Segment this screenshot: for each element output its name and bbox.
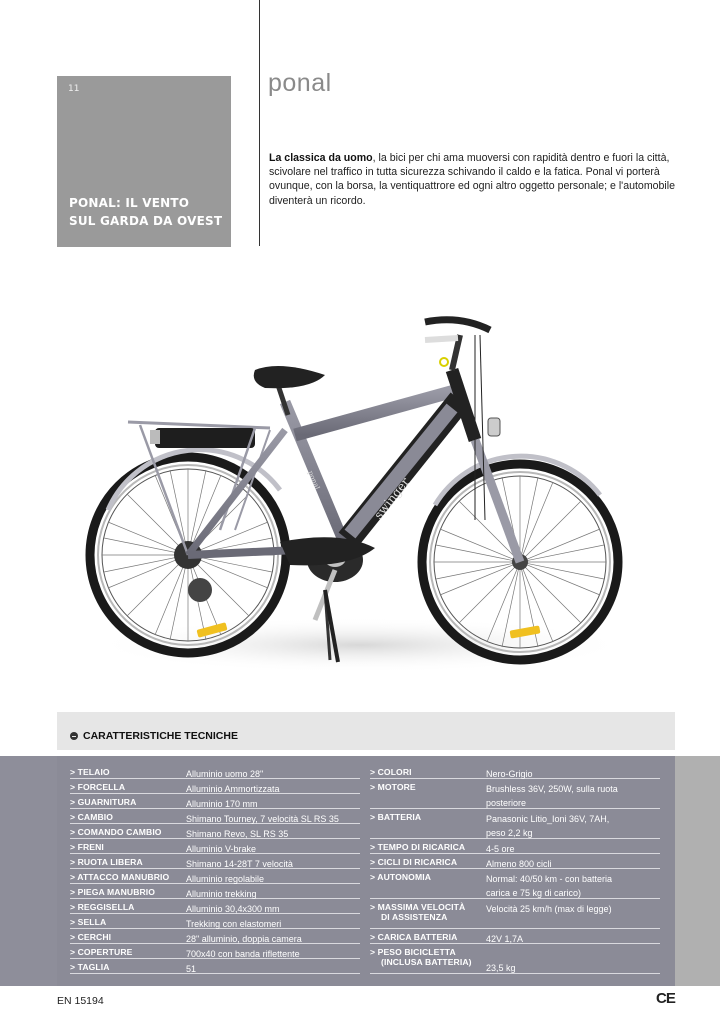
specs-header <box>70 730 238 742</box>
spec-key: > TAGLIA <box>70 962 110 972</box>
spec-key: > SELLA <box>70 917 107 927</box>
norm-label: EN 15194 <box>57 995 104 1007</box>
spec-key: > TEMPO DI RICARICA <box>370 842 466 852</box>
spec-row <box>70 809 360 824</box>
spec-value <box>486 809 660 838</box>
spec-key-line-2: DI ASSISTENZA <box>381 912 448 922</box>
page-number: 11 <box>68 84 80 94</box>
spec-value: 42V 1,7A <box>486 934 524 944</box>
spec-row <box>370 764 660 779</box>
spec-key <box>370 899 486 928</box>
spec-row <box>70 914 360 929</box>
spec-row <box>70 884 360 899</box>
spec-row <box>70 869 360 884</box>
spec-row <box>70 959 360 974</box>
spec-value: Alluminio 170 mm <box>186 799 258 809</box>
spec-row <box>70 839 360 854</box>
article-title-line-1: PONAL: IL VENTO <box>69 196 190 210</box>
spec-value: Almeno 800 cicli <box>486 859 552 869</box>
spec-key-line-1: > PESO BICICLETTA <box>370 947 456 957</box>
spec-value-line-1: Brushless 36V, 250W, sulla ruota <box>486 784 618 794</box>
spec-key: > CERCHI <box>70 932 112 942</box>
spec-key-line-1: > MASSIMA VELOCITÀ <box>370 902 466 912</box>
spec-value-line-2: posteriore <box>486 798 527 808</box>
spec-value: Alluminio 30,4x300 mm <box>186 904 280 914</box>
header-divider-line <box>259 0 260 246</box>
intro-lead: La classica da uomo <box>269 152 373 164</box>
spec-value: 51 <box>186 964 197 974</box>
spec-value <box>486 779 660 808</box>
spec-key: > ATTACCO MANUBRIO <box>70 872 170 882</box>
spec-value-line-2: peso 2,2 kg <box>486 828 533 838</box>
spec-value-line-1: Panasonic Litio_Ioni 36V, 7AH, <box>486 814 610 824</box>
spec-row <box>70 824 360 839</box>
specs-header-label: CARATTERISTICHE TECNICHE <box>83 730 238 742</box>
spec-value: Alluminio regolabile <box>186 874 265 884</box>
spec-value: Trekking con elastomeri <box>186 919 282 929</box>
spec-value: Alluminio Ammortizzata <box>186 784 280 794</box>
spec-key-line-2: (INCLUSA BATTERIA) <box>381 957 472 967</box>
spec-value: 700x40 con banda riflettente <box>186 949 300 959</box>
spec-value <box>486 944 660 973</box>
seat-tube-label: ponal <box>306 469 322 491</box>
intro-text: , la bici per chi ama muoversi con rapidità dentro e fuori la città, scivolare nel traffico in tutta sicurezza schivando il caldo e la fatica. Ponal vi porterà ovunque, con la borsa, la ventiquattrore ed ogni altro oggetto personale; e l'automobile diventerà un ricordo. <box>269 152 676 207</box>
rear-rack-battery <box>128 422 270 555</box>
spec-key: > FORCELLA <box>70 782 126 792</box>
spec-value: 28" alluminio, doppia camera <box>186 934 302 944</box>
spec-value-line-2: carica e 75 kg di carico) <box>486 888 582 898</box>
spec-key: > BATTERIA <box>370 812 422 822</box>
spec-row <box>70 794 360 809</box>
spec-value-line-1: Normal: 40/50 km - con batteria <box>486 874 613 884</box>
spec-value: 4-5 ore <box>486 844 515 854</box>
spec-value: Shimano Tourney, 7 velocità SL RS 35 <box>186 814 339 824</box>
frame-label: swinger <box>371 474 413 522</box>
spec-row <box>70 764 360 779</box>
spec-row <box>370 899 660 929</box>
spec-row <box>370 869 660 899</box>
title-box <box>57 76 231 247</box>
brand-logo: ponal <box>268 69 332 97</box>
spec-value-line-2: 23,5 kg <box>486 963 516 973</box>
spec-key: > REGGISELLA <box>70 902 135 912</box>
spec-key: > COPERTURE <box>70 947 133 957</box>
spec-key: > COLORI <box>370 767 412 777</box>
spec-row <box>370 809 660 839</box>
spec-key: > AUTONOMIA <box>370 872 432 882</box>
spec-row <box>370 929 660 944</box>
spec-key: > CARICA BATTERIA <box>370 932 458 942</box>
spec-key: > PIEGA MANUBRIO <box>70 887 156 897</box>
spec-value: Nero-Grigio <box>486 769 533 779</box>
bicycle-image <box>80 290 640 700</box>
spec-key: > TELAIO <box>70 767 110 777</box>
intro-paragraph <box>269 151 679 208</box>
spec-row <box>70 779 360 794</box>
spec-row <box>370 944 660 974</box>
ce-mark-icon: CE <box>656 990 675 1007</box>
spec-value <box>486 869 660 898</box>
spec-key: > CICLI DI RICARICA <box>370 857 458 867</box>
spec-row <box>370 779 660 809</box>
spec-key: > MOTORE <box>370 782 416 792</box>
spec-value: Alluminio uomo 28" <box>186 769 264 779</box>
spec-key: > COMANDO CAMBIO <box>70 827 162 837</box>
spec-key <box>370 944 486 973</box>
spec-row <box>370 854 660 869</box>
spec-key: > GUARNITURA <box>70 797 137 807</box>
spec-row <box>370 839 660 854</box>
bullet-icon <box>70 732 78 740</box>
spec-row <box>70 929 360 944</box>
spec-value: Alluminio V-brake <box>186 844 257 854</box>
spec-key: > FRENI <box>70 842 104 852</box>
specs-panel-edge <box>675 756 720 986</box>
spec-row <box>70 944 360 959</box>
spec-value: Alluminio trekking <box>186 889 257 899</box>
specs-left-column <box>70 764 360 974</box>
spec-key: > CAMBIO <box>70 812 114 822</box>
specs-right-column <box>370 764 660 974</box>
spec-row <box>70 899 360 914</box>
spec-value: Velocità 25 km/h (max di legge) <box>486 904 612 914</box>
article-title-line-2: SUL GARDA DA OVEST <box>69 214 223 228</box>
spec-key: > RUOTA LIBERA <box>70 857 143 867</box>
spec-value: Shimano 14-28T 7 velocità <box>186 859 293 869</box>
spec-row <box>70 854 360 869</box>
article-title <box>69 194 229 230</box>
spec-value: Shimano Revo, SL RS 35 <box>186 829 289 839</box>
